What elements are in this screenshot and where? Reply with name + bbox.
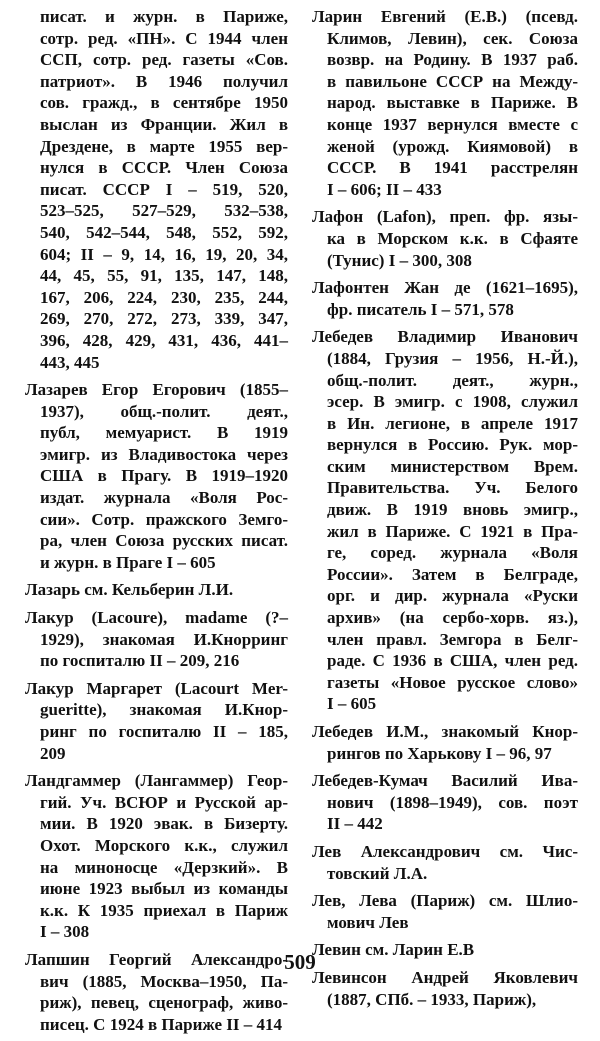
index-entry-heading-line: Лев Александрович см. Чис- <box>312 841 578 861</box>
index-entry-heading-line: Лазарь см. Кельберин Л.И. <box>25 580 234 600</box>
index-entry-line: товский Л.А. <box>327 863 428 883</box>
index-entry-line: патриот». В 1946 получил <box>40 71 288 91</box>
index-entry-line: 523–525, 527–529, 532–538, <box>40 201 288 221</box>
index-entry <box>25 6 288 373</box>
index-entry <box>25 579 288 601</box>
index-entry-line: (Тунис) I – 300, 308 <box>327 250 472 270</box>
index-column-left <box>25 6 288 1041</box>
index-entry-line: орг. и дир. журнала «Руски <box>327 586 578 606</box>
index-entry-heading-line: Лебедев-Кумач Василий Ива- <box>312 771 578 791</box>
index-entry-line: вернулся в Россию. Рук. мор- <box>327 435 578 455</box>
index-entry-heading-line: Ларин Евгений (Е.В.) (псевд. <box>312 7 578 26</box>
index-entry-heading-line: Лафонтен Жан де (1621–1695), <box>312 278 578 298</box>
index-entry-line: член правл. Земгора в Белг- <box>327 629 578 649</box>
index-entry-line: ским министерством Врем. <box>327 456 578 476</box>
index-entry-line: Охот. Морского к.к., служил <box>40 835 288 855</box>
index-entry-line: вич (1885, Москва–1950, Па- <box>40 971 288 991</box>
index-entry-line: России». Затем в Белграде, <box>327 564 578 584</box>
page-number: 509 <box>284 950 316 974</box>
index-entry-line: СССР. В 1941 расстрелян <box>327 158 578 178</box>
index-entry-heading-line: Лакур (Lacoure), madame (?– <box>25 608 288 628</box>
index-entry <box>312 277 578 320</box>
index-entry-line: ССП, сотр. ред. газеты «Сов. <box>40 50 288 70</box>
index-entry-line: на миноносце «Дерзкий». В <box>40 857 288 877</box>
index-entry-line: I – 605 <box>327 694 377 714</box>
index-entry-line: писат. и журн. в Париже, <box>40 7 288 26</box>
index-entry-line: газеты «Новое русское слово» <box>327 672 578 692</box>
index-entry-line: (1887, СПб. – 1933, Париж), <box>327 989 537 1009</box>
index-entry-line: возвр. на Родину. В 1937 раб. <box>327 50 578 70</box>
index-entry-line: по госпиталю II – 209, 216 <box>40 651 240 671</box>
index-entry-line: 1937), общ.-полит. деят., <box>40 401 288 421</box>
index-entry-line: 209 <box>40 743 66 763</box>
index-entry-heading-line: Ландгаммер (Лангаммер) Геор- <box>25 771 288 791</box>
index-entry-heading-line: Левинсон Андрей Яковлевич <box>312 967 578 987</box>
index-entry <box>312 770 578 835</box>
index-entry <box>312 890 578 933</box>
index-entry-line: эсер. В эмигр. с 1908, служил <box>327 392 578 412</box>
index-entry <box>25 678 288 764</box>
index-entry-line: мии. В 1920 эвак. в Бизерту. <box>40 814 288 834</box>
index-entry-line: 269, 270, 272, 273, 339, 347, <box>40 309 288 329</box>
index-entry-line: рингов по Харькову I – 96, 97 <box>327 743 552 763</box>
index-entry-heading-line: Лакур Маргарет (Lacourt Mer- <box>25 678 288 698</box>
index-entry-line: США в Прагу. В 1919–1920 <box>40 466 288 486</box>
index-entry-line: 540, 542–544, 548, 552, 592, <box>40 222 288 242</box>
index-entry <box>25 770 288 943</box>
index-entry-line: в павильоне СССР на Между- <box>327 71 578 91</box>
index-entry-line: общ.-полит. деят., журн., <box>327 370 578 390</box>
index-entry-line: движ. В 1919 вновь эмигр., <box>327 500 578 520</box>
index-entry-line: сотр. ред. «ПН». С 1944 член <box>40 28 288 48</box>
index-entry-line: июне 1923 выбыл из команды <box>40 879 288 899</box>
index-entry-line: к.к. К 1935 приехал в Париж <box>40 900 288 920</box>
index-column-right <box>312 6 578 1016</box>
index-entry <box>25 607 288 672</box>
index-entry-heading-line: Левин см. Ларин Е.В <box>312 940 475 960</box>
index-entry-heading-line: Лафон (Lafon), преп. фр. язы- <box>312 207 578 227</box>
index-entry-line: архив» (на сербо-хорв. яз.), <box>327 608 578 628</box>
index-entry-line: 396, 428, 429, 431, 436, 441– <box>40 330 288 350</box>
index-entry-line: жил в Париже. С 1921 в Пра- <box>327 521 578 541</box>
index-entry-line: I – 308 <box>40 922 90 942</box>
index-entry <box>312 721 578 764</box>
index-entry-line: (1884, Грузия – 1956, Н.-Й.), <box>327 348 578 368</box>
index-entry-line: раде. С 1936 в США, член ред. <box>327 651 578 671</box>
index-entry-line: писат. СССР I – 519, 520, <box>40 179 288 199</box>
index-entry-line: мович Лев <box>327 912 409 932</box>
index-entry-line: Климов, Левин), сек. Союза <box>327 28 578 48</box>
index-entry-line: 167, 206, 224, 230, 235, 244, <box>40 287 288 307</box>
index-entry-line: гий. Уч. ВСЮР и Русской ар- <box>40 792 288 812</box>
index-entry-heading-line: Лебедев Владимир Иванович <box>312 327 578 347</box>
index-entry <box>312 206 578 271</box>
index-entry-line: риж), певец, сценограф, живо- <box>40 993 288 1013</box>
index-entry-line: I – 606; II – 433 <box>327 179 442 199</box>
index-entry-line: конце 1937 вернулся вместе с <box>327 114 578 134</box>
index-entry-line: эмигр. из Владивостока через <box>40 444 288 464</box>
index-entry-line: нович (1898–1949), сов. поэт <box>327 792 578 812</box>
index-entry-line: издат. журнала «Воля Рос- <box>40 488 288 508</box>
index-entry-heading-line: Лебедев И.М., знакомый Кнор- <box>312 722 578 741</box>
index-entry-line: 44, 45, 55, 91, 135, 147, 148, <box>40 266 288 286</box>
index-entry-line: в Ин. легионе, в апреле 1917 <box>327 413 578 433</box>
index-entry <box>312 841 578 884</box>
index-entry-line: Дрездене, в марте 1955 вер- <box>40 136 288 156</box>
index-entry-line: женой (урожд. Киямовой) в <box>327 136 578 156</box>
index-entry-line: II – 442 <box>327 814 383 834</box>
index-entry-line: ге, соред. журнала «Воля <box>327 543 578 563</box>
index-entry-line: фр. писатель I – 571, 578 <box>327 299 514 319</box>
index-entry-line: Правительства. Уч. Белого <box>327 478 578 498</box>
index-entry-line: guеritte), знакомая И.Кнор- <box>40 700 288 720</box>
index-entry-heading-line: Лапшин Георгий Александро- <box>25 949 288 969</box>
index-entry-line: народ. выставке в Париже. В <box>327 93 578 113</box>
index-entry <box>25 379 288 573</box>
index-entry-heading-line: Лазарев Егор Егорович (1855– <box>25 380 288 400</box>
index-entry-line: 443, 445 <box>40 352 100 372</box>
index-entry-line: публ, мемуарист. В 1919 <box>40 423 288 443</box>
index-entry-line: 604; II – 9, 14, 16, 19, 20, 34, <box>40 244 288 264</box>
index-entry-line: нулся в СССР. Член Союза <box>40 158 288 178</box>
index-entry <box>312 6 578 200</box>
index-entry-line: выслан из Франции. Жил в <box>40 114 288 134</box>
index-entry <box>312 326 578 715</box>
index-entry-heading-line: Лев, Лева (Париж) см. Шлио- <box>312 891 578 911</box>
index-entry-line: писец. С 1924 в Париже II – 414 <box>40 1014 282 1034</box>
index-entry-line: сов. гражд., в сентябре 1950 <box>40 93 288 113</box>
index-entry-line: 1929), знакомая И.Кнорринг <box>40 629 288 649</box>
index-entry-line: и журн. в Праге I – 605 <box>40 552 216 572</box>
index-entry-line: ринг по госпиталю II – 185, <box>40 722 288 741</box>
index-entry-line: сии». Сотр. пражского Земго- <box>40 509 288 529</box>
index-entry-line: ка в Морском к.к. в Сфаяте <box>327 228 578 248</box>
index-entry-line: ра, член Союза русских писат. <box>40 531 288 551</box>
